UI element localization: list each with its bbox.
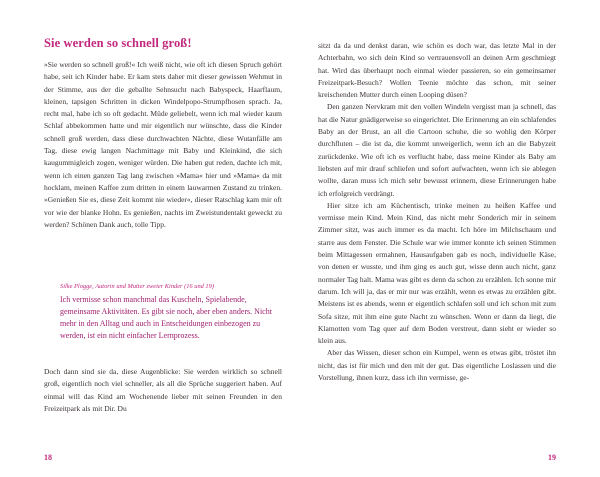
quote-source: Silke Plogge, Autorin und Mutter zweier Kinder (16 und 19): [60, 283, 214, 290]
left-body-text-2: [44, 366, 282, 415]
page-number-left: 18: [44, 453, 52, 462]
right-paragraph-2: Den ganzen Nervkram mit den vollen Windeln vergisst man ja schnell, das hat die Natur gnädigerweise so eingerichtet. Die Erinnerung an ein schlafendes Baby an der Brust, an all die Cartoon schuhe, die so wohlig den Körper durchfluten – die ist da, die kommt unweigerlich, wenn ich an die Babyzeit zurückdenke. Wie oft ich es verflucht habe, dass meine Kinder als Baby am liebsten auf mir drauf schliefen und sofort aufwachten, wenn ich sie ablegen wollte, daran muss ich mich sehr bewusst erinnern, diese Erinnerungen habe ich erfolgreich verdrängt.: [318, 102, 556, 198]
right-paragraph-1: sitzt da da und denkst daran, wie schön es doch war, das letzte Mal in der Achterbahn, wo sich dein Kind so vertrauensvoll an deinen Arm geschmiegt hat. Wird das überhaupt noch einmal wieder passieren, so ein gemeinsamer Freizeitpark-Besuch? Wollen Teenie möchte das schon, mit seiner kreischenden Mutter durch einen Looping düsen?: [318, 41, 556, 100]
left-page: [44, 0, 282, 477]
left-paragraph-1: »Sie werden so schnell groß!« Ich weiß nicht, wie oft ich diesen Spruch gehört habe, seit ich Kinder habe. Er kam stets daher mit dieser gewissen Wehmut in der Stimme, aus der die geballte Sehnsucht nach Babyspeck, Haarflaum, kleinen, tapsigen Schritten in dicken Windelpopo-Strumpfhosen sprach. Ja, recht mal, habe ich so oft gedacht. Müde geliebelt, wenn ich mal wieder kaum Schlaf abbekommen hatte und mir eigentlich nur wünschte, dass die Kinder schnell groß werden, dass diese durchwachten Nächte, diese Wutanfälle am Tag, diese ewig langen Nachmittage mit Baby und Kleinkind, die sich kaugummigleich zogen, weniger würden. Die haben gut reden, dachte ich mit, wenn ich einen ganzen Tag lang zwischen »Mama« hier und »Mama« da mit hocklam, meinen Kaffee zum dritten in einem lauwarmen Zustand zu trinken. »Genießen Sie es, diese Zeit kommt nie wieder«, dieser Ratschlag kam mir oft vor wie der blanke Hohn. Es genießen, nachts im Zweistundentakt geweckt zu werden? Schönen Dank auch, tolle Tipp.: [44, 60, 282, 229]
quote-text: Ich vermisse schon manchmal das Kuscheln, Spielabende, gemeinsame Aktivitäten. Es gibt sie noch, aber eben anders. Nicht mehr in den Alltag und auch in Entscheidungen einbezogen zu werden, ist ein nicht einfacher Lernprozess.: [60, 295, 272, 341]
right-body-text: [318, 40, 556, 384]
right-page: [318, 0, 556, 477]
left-body-text-1: [44, 59, 282, 231]
right-paragraph-3: Hier sitze ich am Küchentisch, trinke meinen zu heißen Kaffee und vermisse mein Kind. Mein Kind, das nicht mehr Sonderich mir in seinem Zimmer sitzt, was auch immer es da macht. Ich höre im Milchschaum und starre aus dem Fenster. Die Schule war wie immer konnte ich seinen Stimmen beim Mittagessen ermahnen, Hausaufgaben gab es noch, individuelle Käse, von denen er wusste, und ihm ging es auch gut, wisse denn auch nicht, ganz normaler Tag halt. Mama was gibt es denn da schon zu erzählen. Ich sonne mir darum. Ich will ja, das er mir nur was erzählt, wenn es etwas zu erzählen gibt. Meistens ist es abends, wenn er eigentlich schlafen soll und ich schon mit zum Sofa sitze, mit ihm eine gute Nacht zu wünschen. Wenn er dann da liegt, die Klamotten vom Tag quer auf dem Boden verstreut, dann sieht er wieder so klein aus.: [318, 200, 556, 346]
right-paragraph-4: Aber das Wissen, dieser schon ein Kumpel, wenn es etwas gibt, tröstet ihn nicht, das ist für mich und den mit der gut. Das eigentliche Loslassen und die Vorstellung, ihnen kurz, dass ich ihn vermisse, ge-: [318, 348, 556, 383]
left-paragraph-2: Doch dann sind sie da, diese Augenblicke: Sie werden wirklich so schnell groß, eigentlich noch viel schneller, als all die Sprüche suggeriert haben. Auf einmal will das Kind am Wochenende lieber mit seinen Freunden in den Freizeitpark als mit Dir. Du: [44, 367, 282, 413]
page-number-right: 19: [548, 453, 556, 462]
chapter-title: Sie werden so schnell groß!: [44, 36, 192, 50]
quote-box: [60, 282, 272, 342]
